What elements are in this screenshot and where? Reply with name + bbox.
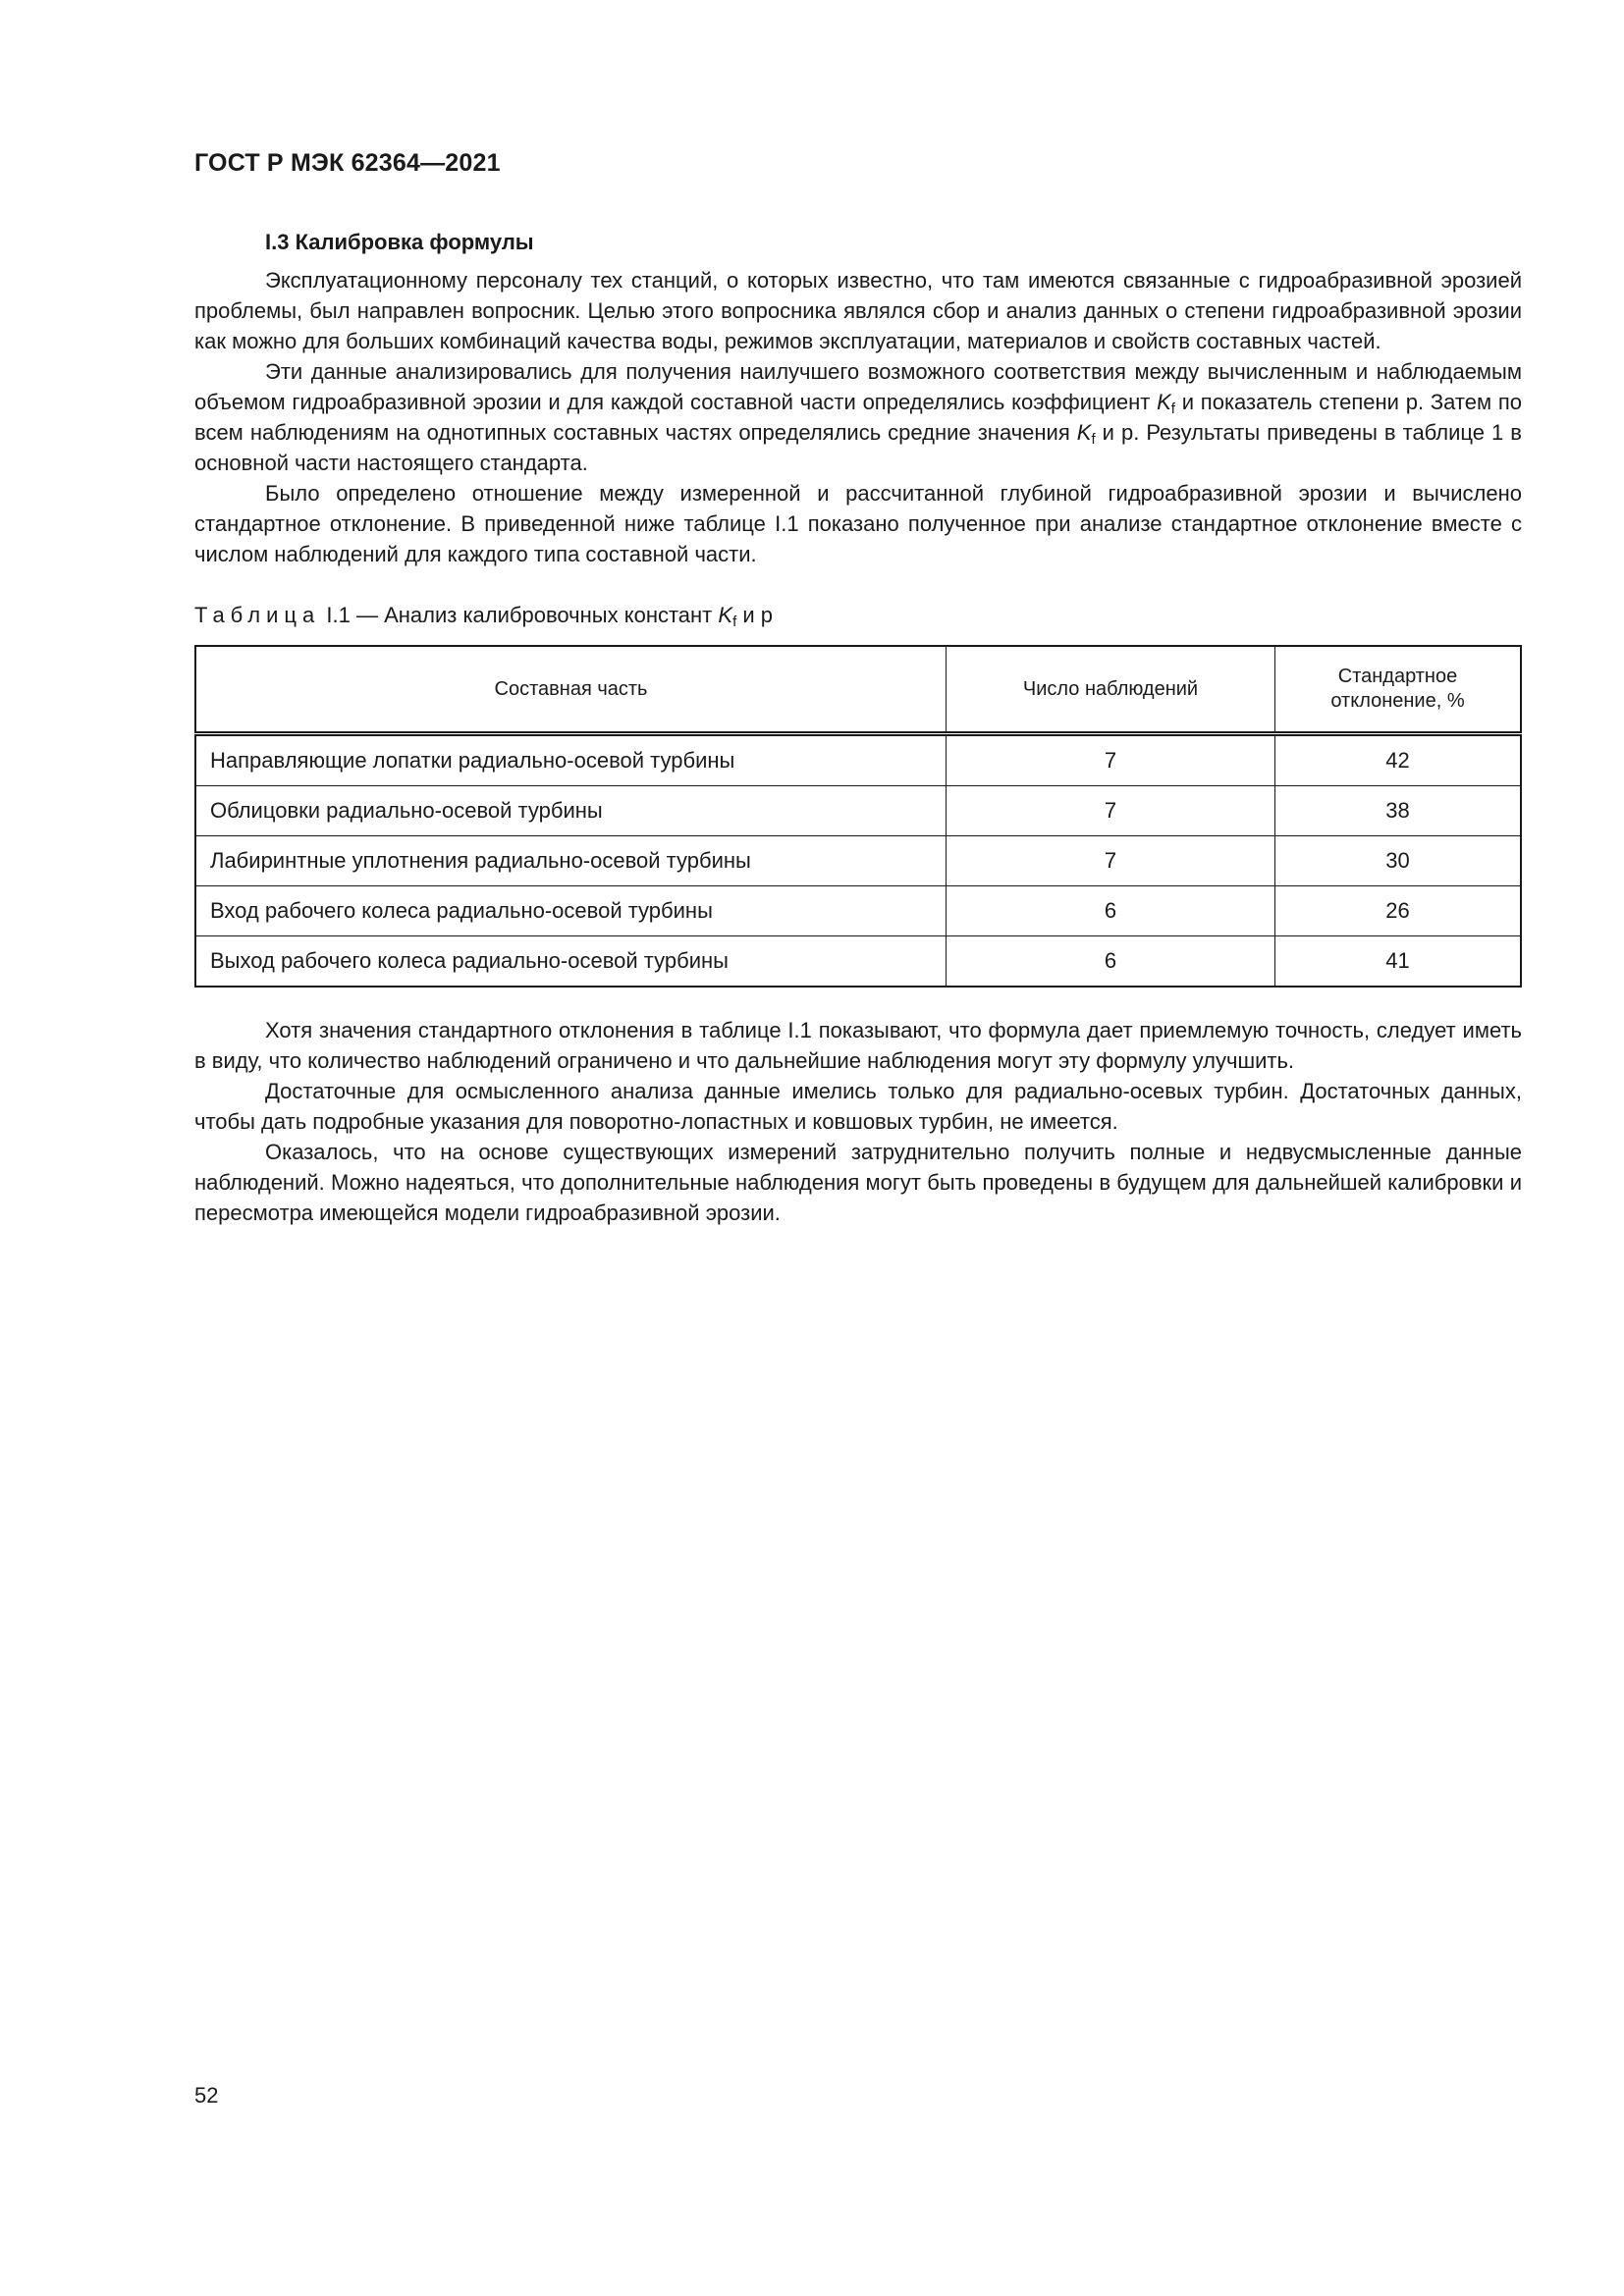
table-caption-suffix: и p (736, 603, 773, 627)
cell-std: 41 (1275, 936, 1522, 988)
table-header-row (195, 646, 1521, 734)
table-head (195, 646, 1521, 734)
cell-part: Вход рабочего колеса радиально-осевой турбины (195, 886, 947, 936)
post-table-text (194, 1015, 1522, 1228)
calibration-table (194, 645, 1522, 988)
paragraph-analysis (194, 356, 1522, 478)
header-std (1275, 646, 1522, 734)
page-number: 52 (194, 2083, 219, 2108)
header-std-line2: отклонение, % (1330, 690, 1465, 712)
para2-part3: и p. Результаты приведены в таблице 1 в основной части настоящего стандарта. (194, 420, 1522, 475)
table-caption-prefix: Таблица (194, 603, 321, 627)
section-title: I.3 Калибровка формулы (265, 230, 534, 254)
cell-std: 30 (1275, 836, 1522, 886)
cell-part: Направляющие лопатки радиально-осевой турбины (195, 734, 947, 786)
table-row (195, 886, 1521, 936)
table-row (195, 836, 1521, 886)
cell-count: 7 (947, 836, 1275, 886)
document-header: ГОСТ Р МЭК 62364—2021 (194, 149, 501, 177)
table-caption-text: I.1 — Анализ калибровочных констант (320, 603, 719, 627)
para2-part2: и показатель степени p. Затем по всем наблюдениям на однотипных составных частях определялись средние значения (194, 390, 1522, 445)
cell-part: Облицовки радиально-осевой турбины (195, 786, 947, 836)
paragraph-questionnaire: Эксплуатационному персоналу тех станций, о которых известно, что там имеются связанные с гидроабразивной эрозией проблемы, был направлен вопросник. Целью этого вопросника являлся сбор и анализ данных о степени гидроабразивной эрозии как можно для больших комбинаций качества воды, режимов эксплуатации, материалов и свойств составных частей. (194, 268, 1522, 353)
cell-part: Выход рабочего колеса радиально-осевой турбины (195, 936, 947, 988)
cell-std: 26 (1275, 886, 1522, 936)
header-count: Число наблюдений (947, 646, 1275, 734)
table-row (195, 734, 1521, 786)
cell-count: 6 (947, 886, 1275, 936)
table-body (195, 734, 1521, 988)
cell-count: 7 (947, 786, 1275, 836)
cell-part: Лабиринтные уплотнения радиально-осевой турбины (195, 836, 947, 886)
table-row (195, 786, 1521, 836)
paragraph-accuracy: Хотя значения стандартного отклонения в таблице I.1 показывают, что формула дает приемлемую точность, следует иметь в виду, что количество наблюдений ограничено и что дальнейшие наблюдения могут эту формулу улучшить. (194, 1018, 1522, 1073)
caption-k-symbol: K (718, 603, 733, 627)
header-std-line1: Стандартное (1337, 666, 1458, 687)
k-subscript: f (1091, 431, 1096, 448)
page-content (194, 228, 1522, 1228)
para2-part1: Эти данные анализировались для получения наилучшего возможного соответствия между вычисленным и наблюдаемым объемом гидроабразивной эрозии и для каждой составной части определялись коэффициент (194, 359, 1522, 414)
cell-std: 42 (1275, 734, 1522, 786)
cell-std: 38 (1275, 786, 1522, 836)
paragraph-data-availability: Достаточные для осмысленного анализа данные имелись только для радиально-осевых турбин. Достаточных данных, чтобы дать подробные указания для поворотно-лопастных и ковшовых турбин, не имеется. (194, 1079, 1522, 1134)
caption-k-subscript: f (732, 614, 737, 630)
cell-count: 7 (947, 734, 1275, 786)
paragraph-future-observations: Оказалось, что на основе существующих измерений затруднительно получить полные и недвусмысленные данные наблюдений. Можно надеяться, что дополнительные наблюдения могут быть проведены в будущем для дальнейшей калибровки и пересмотра имеющейся модели гидроабразивной эрозии. (194, 1140, 1522, 1225)
table-row (195, 936, 1521, 988)
k-subscript: f (1170, 400, 1175, 417)
paragraph-std-deviation: Было определено отношение между измеренной и рассчитанной глубиной гидроабразивной эрозии и вычислено стандартное отклонение. В приведенной ниже таблице I.1 показано полученное при анализе стандартное отклонение вместе с числом наблюдений для каждого типа составной части. (194, 481, 1522, 566)
cell-count: 6 (947, 936, 1275, 988)
k-symbol: K (1076, 420, 1092, 445)
header-part: Составная часть (195, 646, 947, 734)
table-caption (194, 601, 1522, 637)
k-symbol: K (1157, 390, 1171, 414)
